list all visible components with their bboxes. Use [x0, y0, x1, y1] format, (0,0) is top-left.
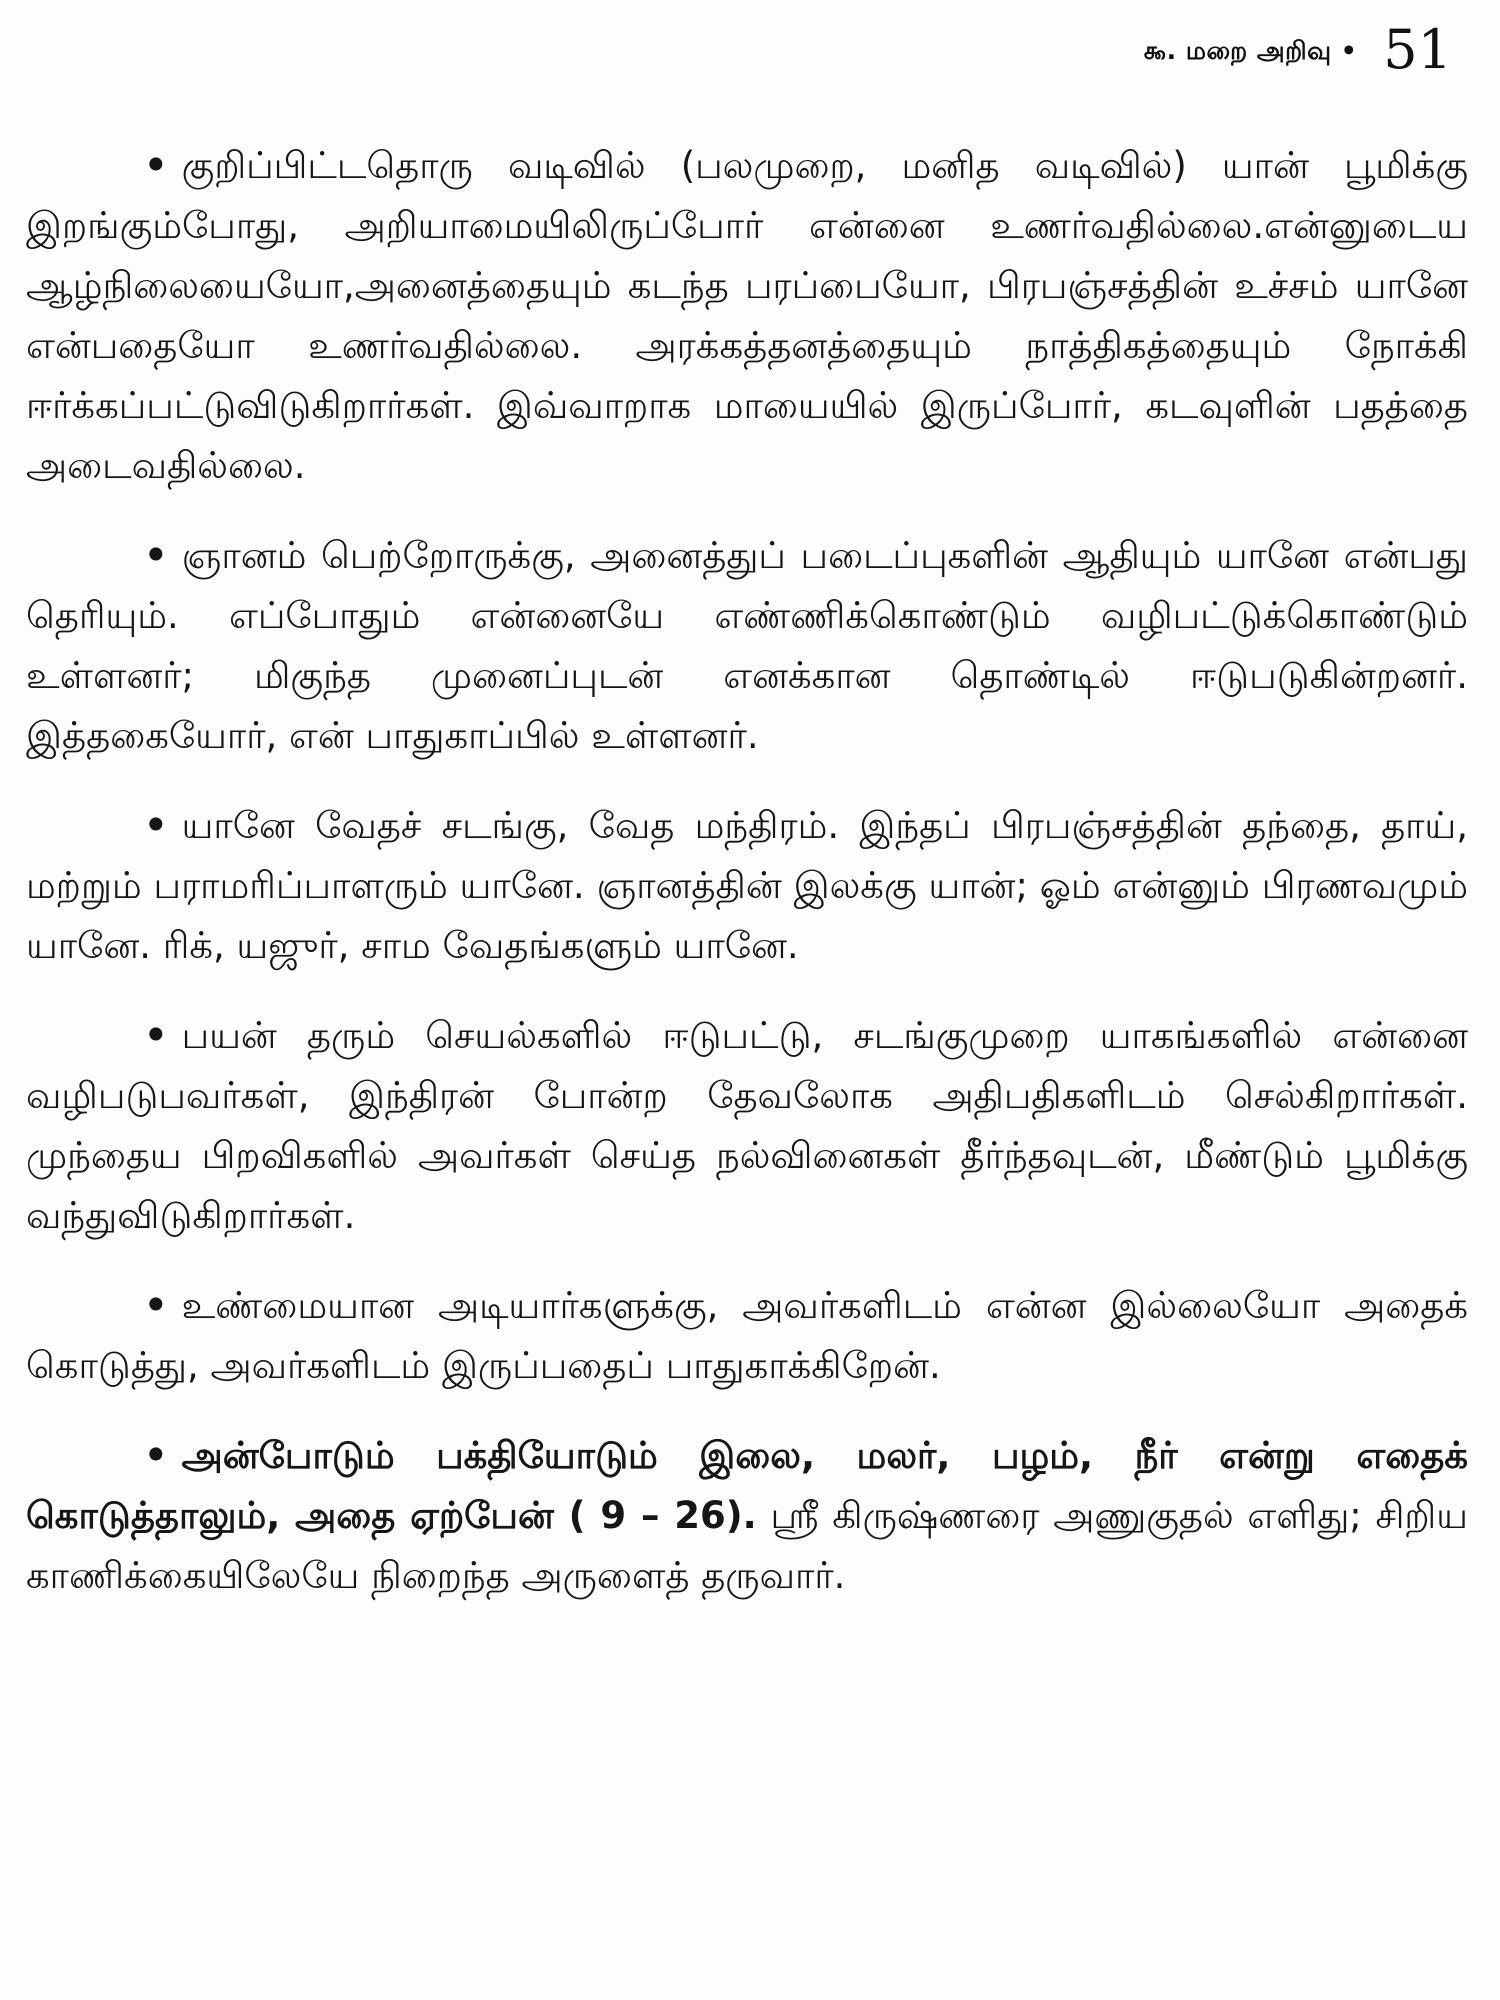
paragraph-2 [26, 526, 1468, 766]
paragraph-4 [26, 1006, 1468, 1246]
bullet-point: • [144, 144, 168, 187]
paragraph-1 [26, 136, 1468, 496]
paragraph-text: உண்மையான அடியார்களுக்கு, அவர்களிடம் என்ன இல்லையோ அதைக் கொடுத்து, அவர்களிடம் இருப்பதைப் பாதுகாக்கிறேன். [26, 1284, 1468, 1387]
page-header [26, 0, 1468, 100]
bullet-point: • [144, 1014, 168, 1057]
bullet-point: • [144, 804, 168, 847]
paragraph-text: பயன் தரும் செயல்களில் ஈடுபட்டு, சடங்குமுறை யாகங்களில் என்னை வழிபடுபவர்கள், இந்திரன் போன்ற தேவலோக அதிபதிகளிடம் செல்கிறார்கள். முந்தைய பிறவிகளில் அவர்கள் செய்த நல்வினைகள் தீர்ந்தவுடன், மீண்டும் பூமிக்கு வந்துவிடுகிறார்கள். [26, 1014, 1468, 1237]
paragraph-text: குறிப்பிட்டதொரு வடிவில் (பலமுறை, மனித வடிவில்) யான் பூமிக்கு இறங்கும்போது, அறியாமையிலிருப்போர் என்னை உணர்வதில்லை.என்னுடைய ஆழ்நிலையையோ,அனைத்தையும் கடந்த பரப்பையோ, பிரபஞ்சத்தின் உச்சம் யானே என்பதையோ உணர்வதில்லை. அரக்கத்தனத்தையும் நாத்திகத்தையும் நோக்கி ஈர்க்கப்பட்டுவிடுகிறார்கள். இவ்வாறாக மாயையில் இருப்போர், கடவுளின் பதத்தை அடைவதில்லை. [26, 144, 1468, 487]
paragraph-text: ஞானம் பெற்றோருக்கு, அனைத்துப் படைப்புகளின் ஆதியும் யானே என்பது தெரியும். எப்போதும் என்னையே எண்ணிக்கொண்டும் வழிபட்டுக்கொண்டும் உள்ளனர்; மிகுந்த முனைப்புடன் எனக்கான தொண்டில் ஈடுபடுகின்றனர். இத்தகையோர், என் பாதுகாப்பில் உள்ளனர். [26, 534, 1468, 757]
running-title: ௯. மறை அறிவு • [1143, 35, 1358, 65]
bullet-point: • [144, 1434, 168, 1477]
page-number: 51 [1383, 18, 1452, 81]
bullet-point: • [144, 534, 168, 577]
paragraph-text: யானே வேதச் சடங்கு, வேத மந்திரம். இந்தப் பிரபஞ்சத்தின் தந்தை, தாய், மற்றும் பராமரிப்பாளரும் யானே. ஞானத்தின் இலக்கு யான்; ஓம் என்னும் பிரணவமும் யானே. ரிக், யஜுர், சாம வேதங்களும் யானே. [26, 804, 1468, 967]
paragraph-3 [26, 796, 1468, 976]
paragraph-6 [26, 1426, 1468, 1606]
verse-quote-bold: அன்போடும் பக்தியோடும் இலை, மலர், பழம், நீர் என்று எதைக் கொடுத்தாலும், அதை ஏற்பேன் ( 9 – 26). [26, 1434, 1468, 1537]
page-body [26, 136, 1468, 1606]
paragraph-text: ஸ்ரீ கிருஷ்ணரை அணுகுதல் எளிது; சிறிய காணிக்கையிலேயே நிறைந்த அருளைத் தருவார். [26, 1494, 1468, 1597]
bullet-point: • [144, 1284, 168, 1327]
paragraph-5 [26, 1276, 1468, 1396]
